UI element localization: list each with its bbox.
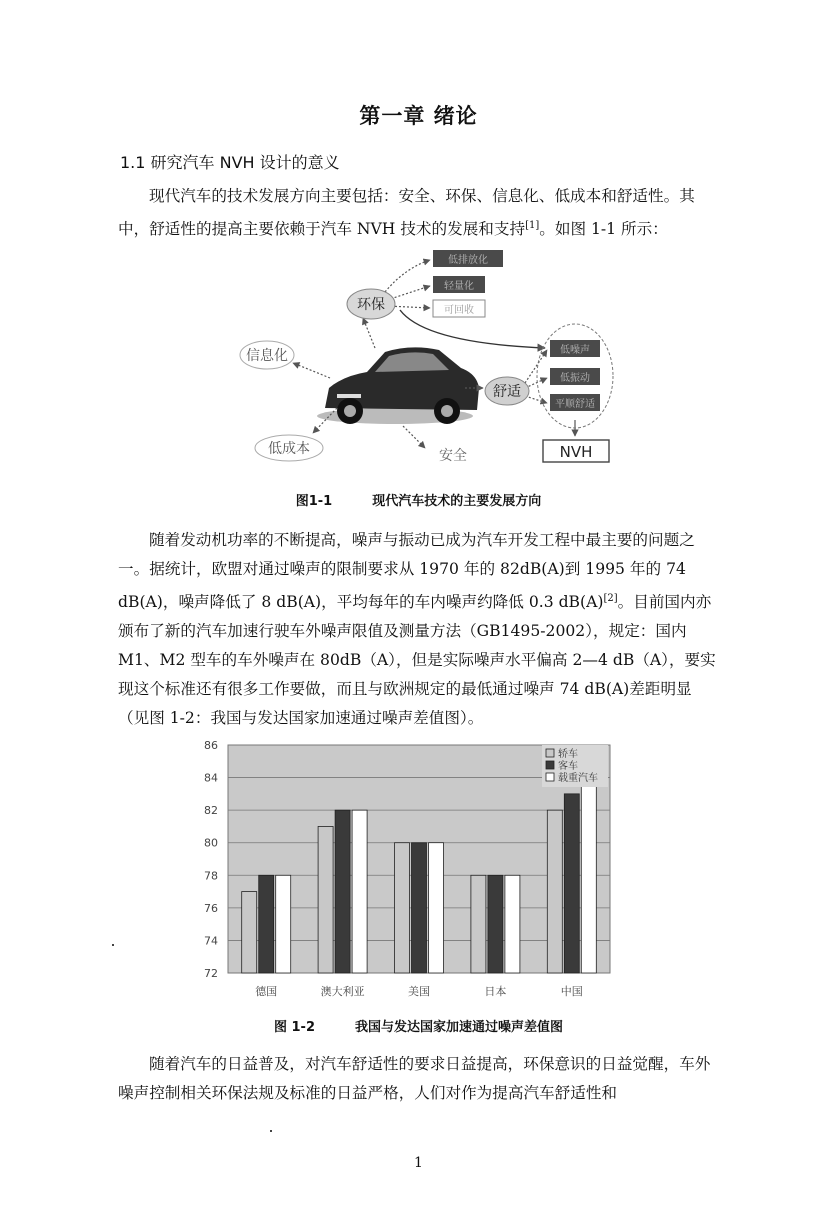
- bar-1-3: [395, 843, 410, 973]
- paragraph-2-text: 随着发动机功率的不断提高，噪声与振动已成为汽车开发工程中最主要的问题之一。据统计，欧盟对通过噪声的限制要求从 1970 年的 82dB(A)到 1995 年的 74 dB(A)，噪声降低了 8 dB(A)，平均每年的车内噪声约降低 0.3 dB(A): [118, 531, 695, 612]
- env-branch-2-label: 轻量化: [444, 281, 474, 292]
- env-branch-3-label: 可回收: [444, 305, 474, 316]
- comfort-label: 舒适: [493, 384, 521, 400]
- figure-1-diagram: [225, 248, 625, 476]
- y-tick-label: 74: [204, 934, 218, 948]
- bar-2-1: [259, 875, 274, 973]
- bar-3-5: [581, 778, 596, 973]
- y-tick-label: 84: [204, 771, 218, 785]
- env-branch-1-label: 低排放化: [448, 255, 488, 266]
- figure-1-caption: [0, 490, 837, 509]
- reference-1: [1]: [525, 220, 540, 231]
- figure-2-caption: [0, 1016, 837, 1035]
- bar-1-4: [471, 875, 486, 973]
- x-tick-label: 美国: [408, 985, 430, 998]
- scan-speck: [112, 944, 114, 946]
- safety-label: 安全: [439, 448, 467, 464]
- bar-2-3: [412, 843, 427, 973]
- bar-2-5: [564, 794, 579, 973]
- bar-3-1: [276, 875, 291, 973]
- x-tick-label: 中国: [560, 985, 583, 998]
- scan-speck: [270, 1130, 272, 1132]
- bar-1-2: [318, 826, 333, 973]
- x-tick-label: 德国: [255, 985, 278, 998]
- bar-2-2: [335, 810, 350, 973]
- legend-swatch: [546, 773, 554, 781]
- bar-2-4: [488, 875, 503, 973]
- env-label: 环保: [357, 297, 385, 313]
- bar-3-3: [429, 843, 444, 973]
- section-title: 1.1 研究汽车 NVH 设计的意义: [120, 153, 340, 172]
- reference-2: [2]: [603, 593, 618, 604]
- figure-2-caption-text: 我国与发达国家加速通过噪声差值图: [355, 1020, 564, 1035]
- bar-3-4: [505, 875, 520, 973]
- legend-label: 客车: [558, 761, 578, 772]
- noise-bar-chart: [190, 735, 620, 1005]
- y-tick-label: 78: [204, 869, 218, 883]
- paragraph-1-text: 现代汽车的技术发展方向主要包括：安全、环保、信息化、低成本和舒适性。其中，舒适性的提高主要依赖于汽车 NVH 技术的发展和支持: [118, 187, 695, 239]
- legend-swatch: [546, 761, 554, 769]
- figure-1-caption-text: 现代汽车技术的主要发展方向: [372, 494, 542, 509]
- legend-label: 轿车: [558, 749, 578, 760]
- comfort-branch-2-label: 低振动: [560, 373, 590, 384]
- chapter-title: 第一章 绪论: [359, 103, 478, 128]
- paragraph-1: [118, 182, 720, 244]
- page-number: 1: [414, 1155, 423, 1171]
- bar-3-2: [352, 810, 367, 973]
- car-image: [317, 347, 479, 424]
- x-tick-label: 日本: [484, 985, 507, 998]
- y-tick-label: 82: [204, 804, 218, 818]
- paragraph-3-text: 随着汽车的日益普及，对汽车舒适性的要求日益提高，环保意识的日益觉醒，车外噪声控制相关环保法规及标准的日益严格，人们对作为提高汽车舒适性和: [118, 1055, 711, 1102]
- figure-2-caption-num: 图 1-2: [273, 1020, 315, 1035]
- bar-1-1: [242, 892, 257, 973]
- comfort-branch-1-label: 低噪声: [560, 345, 590, 356]
- y-tick-label: 80: [204, 836, 218, 850]
- legend-label: 载重汽车: [558, 773, 598, 784]
- y-tick-label: 86: [204, 739, 218, 752]
- paragraph-1-tail: 。如图 1-1 所示：: [539, 220, 668, 239]
- paragraph-2-tail: 。目前国内亦颁布了新的汽车加速行驶车外噪声限值及测量方法（GB1495-2002），规定：国内 M1、M2 型车的车外噪声在 80dB（A），但是实际噪声水平偏高 2—4 dB（A），要实现这个标准还有很多工作要做，而且与欧洲规定的最低通过噪声 74 dB(A)差距明显（见图 1-2：我国与发达国家加速通过噪声差值图）。: [118, 593, 716, 728]
- info-label: 信息化: [246, 348, 288, 364]
- paragraph-3: [118, 1050, 720, 1108]
- x-tick-label: 澳大利亚: [320, 985, 365, 998]
- lowcost-label: 低成本: [268, 441, 310, 457]
- comfort-branch-3-label: 平顺舒适: [555, 399, 595, 410]
- nvh-label: NVH: [559, 443, 593, 461]
- figure-1-caption-num: 图1-1: [295, 494, 333, 509]
- legend-swatch: [546, 749, 554, 757]
- y-tick-label: 76: [204, 901, 218, 915]
- y-tick-label: 72: [204, 967, 218, 980]
- bar-1-5: [547, 810, 562, 973]
- paragraph-2: [118, 526, 720, 733]
